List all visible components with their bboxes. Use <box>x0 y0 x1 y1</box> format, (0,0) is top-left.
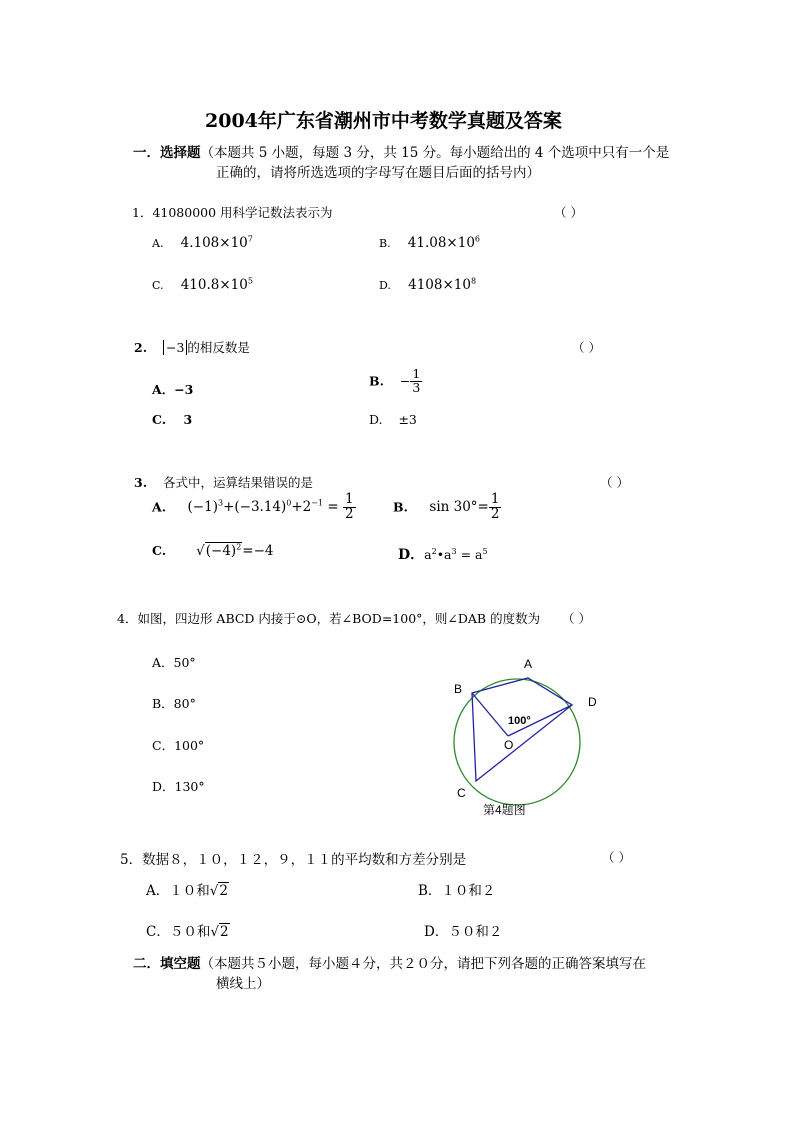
section1-heading: 一．选择题 <box>133 145 201 161</box>
q2-b-numerator: 1 <box>412 366 421 381</box>
label-b: B <box>454 682 463 696</box>
q3-c-sqrt: $√(-4)^2$ <box>196 542 242 559</box>
section2-header <box>133 952 646 972</box>
q2-option-c[interactable]: C. 3 <box>152 412 193 427</box>
q3-a-exp2: 0 <box>286 498 292 508</box>
q3-option-a[interactable] <box>152 493 356 521</box>
q2-option-d[interactable]: D. ±3 <box>369 412 417 427</box>
label-o: O <box>504 738 514 752</box>
q3-a-fraction <box>343 493 356 521</box>
q2-option-a[interactable]: A．−3 <box>152 382 194 397</box>
q4-option-b[interactable]: B．80° <box>152 696 196 711</box>
q2-b-denominator: 3 <box>412 379 421 395</box>
figure-caption: 第4题图 <box>483 803 526 817</box>
section1-header <box>133 141 669 161</box>
q1-a-base: 4.108×10 <box>180 235 248 251</box>
q5-option-a[interactable] <box>146 879 229 899</box>
q2-stem <box>134 338 250 356</box>
q1-c-label: C. <box>152 279 164 292</box>
q2-b-sign: − <box>399 373 411 389</box>
q3-option-b[interactable] <box>393 493 501 521</box>
q2-absolute-value: −3 <box>163 340 187 355</box>
q4-answer-paren: （ ） <box>562 611 591 626</box>
q3-d-equals: = a <box>456 547 483 562</box>
q5-option-d[interactable]: D．５０和２ <box>424 924 503 940</box>
q3-a-term2: +(−3.14) <box>223 499 287 515</box>
q1-d-exponent: 8 <box>470 276 477 286</box>
section2-desc-line1: （本题共５小题，每小题４分，共２０分，请把下列各题的正确答案填写在 <box>200 956 646 972</box>
q1-option-c[interactable] <box>152 277 253 293</box>
q5-option-b[interactable]: B．１０和２ <box>418 883 496 899</box>
q3-a-term3: +2 <box>291 499 312 515</box>
q5-option-c[interactable] <box>146 920 230 940</box>
q1-d-base: 4108×10 <box>408 277 471 293</box>
q3-c-rest: =−4 <box>242 543 274 559</box>
q1-option-a[interactable] <box>152 235 253 251</box>
q3-b-denominator: 2 <box>490 505 500 522</box>
q3-a-exp3: −1 <box>311 498 324 508</box>
q3-a-numerator: 1 <box>344 491 354 507</box>
q1-number: 1． <box>132 205 153 220</box>
q3-text: 各式中，运算结果错误的是 <box>162 475 313 490</box>
q3-c-label: C. <box>152 543 167 558</box>
q1-d-label: D. <box>379 279 391 292</box>
q3-a-term1: (−1) <box>187 499 218 515</box>
q1-b-base: 41.08×10 <box>407 235 475 251</box>
q1-text: 41080000 用科学记数法表示为 <box>152 205 333 220</box>
section1-desc-line1: （本题共 5 小题，每题 3 分，共 15 分。每小题给出的 4 个选项中只有一个是 <box>200 145 670 161</box>
q3-d-dot: •a <box>436 547 452 562</box>
q3-a-exp1: 3 <box>217 498 224 508</box>
q3-d-exp1: 2 <box>431 546 437 556</box>
q3-a-denominator: 2 <box>344 505 354 522</box>
section2-heading: 二．填空题 <box>133 956 201 972</box>
q1-answer-paren: （ ） <box>554 205 583 220</box>
q2-answer-paren: （ ） <box>572 340 601 355</box>
q4-option-a[interactable]: A．50° <box>152 655 196 670</box>
q1-c-base: 410.8×10 <box>180 277 248 293</box>
page-title: 2004年广东省潮州市中考数学真题及答案 <box>205 110 562 132</box>
segment-bo <box>472 693 508 736</box>
label-c: C <box>457 786 466 800</box>
q4-option-d[interactable]: D．130° <box>152 779 205 794</box>
q3-option-c[interactable] <box>152 543 274 559</box>
angle-label: 100° <box>508 715 531 727</box>
q3-d-label: D． <box>398 547 425 563</box>
q3-d-exp2: 3 <box>451 546 457 556</box>
q5-answer-paren: （ ） <box>602 850 631 865</box>
q5-a-sqrt: √2 <box>209 883 228 899</box>
q2-number: 2. <box>134 340 148 355</box>
q1-a-exponent: 7 <box>247 234 253 244</box>
label-a: A <box>524 657 533 671</box>
q3-c-radicand: (−4) <box>205 543 237 559</box>
label-d: D <box>588 695 597 709</box>
q1-c-exponent: 5 <box>247 276 253 286</box>
q3-b-numerator: 1 <box>490 491 500 507</box>
q2-b-label: B. <box>369 373 384 389</box>
q5-stem: 5．数据８，１０，１２，９，１１的平均数和方差分别是 <box>120 852 467 868</box>
q2-b-fraction <box>410 368 422 394</box>
q5-c-radicand: 2 <box>219 924 229 940</box>
q2-text: 的相反数是 <box>187 340 250 355</box>
q3-d-a: a <box>424 547 432 562</box>
q1-option-d[interactable] <box>379 277 476 293</box>
q5-c-sqrt: √2 <box>210 924 229 940</box>
q1-stem <box>132 203 333 221</box>
q4-figure <box>440 650 620 820</box>
q5-c-text: C．５０和 <box>146 924 211 940</box>
q3-b-label: B. <box>393 499 408 515</box>
q3-answer-paren: （ ） <box>600 475 629 490</box>
q1-option-b[interactable] <box>379 235 480 251</box>
q3-number: 3. <box>134 475 148 490</box>
q4-option-c[interactable]: C．100° <box>152 738 205 753</box>
q1-b-exponent: 6 <box>474 234 480 244</box>
q3-b-fraction <box>489 493 502 521</box>
section1-desc-line2: 正确的，请将所选选项的字母写在题目后面的括号内） <box>216 165 540 181</box>
q3-a-equals: = <box>327 499 339 515</box>
q2-option-b[interactable] <box>369 368 422 394</box>
q1-b-label: B. <box>379 237 391 250</box>
q5-a-radicand: 2 <box>219 883 228 899</box>
q3-a-label: A. <box>152 499 167 515</box>
q3-option-d[interactable] <box>398 544 488 564</box>
q3-b-text: sin 30°= <box>429 499 489 515</box>
q1-a-label: A. <box>152 237 164 250</box>
q3-c-exp: 2 <box>236 542 242 552</box>
section2-desc-line2: 横线上） <box>216 976 270 992</box>
q5-a-text: A．１０和 <box>146 883 210 899</box>
q4-stem: 4．如图，四边形 ABCD 内接于⊙O，若∠BOD=100°，则∠DAB 的度数为 <box>117 611 541 626</box>
q3-stem <box>134 473 313 491</box>
q3-d-exp3: 5 <box>482 546 488 556</box>
